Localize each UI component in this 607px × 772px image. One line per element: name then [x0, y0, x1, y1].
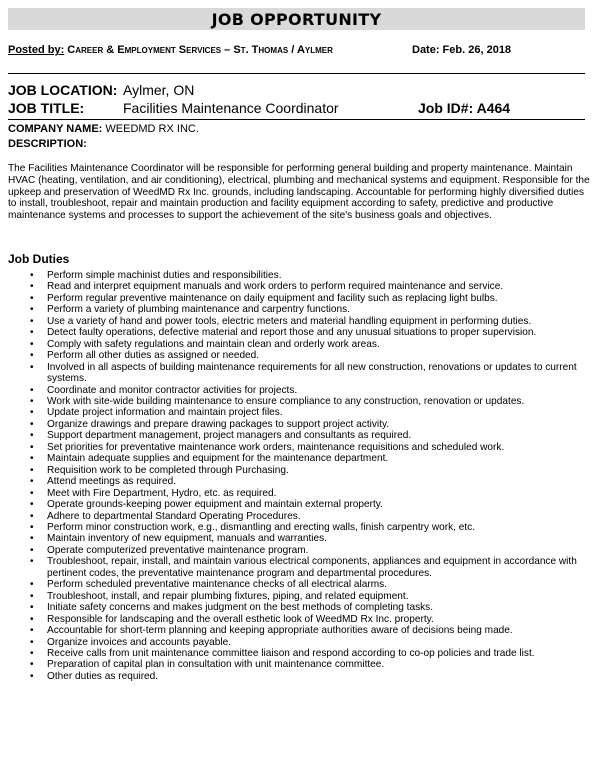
job-title-label: JOB TITLE:: [8, 100, 85, 116]
list-item: • Responsible for landscaping and the overall esthetic look of WeedMD Rx Inc. property.: [47, 614, 592, 625]
list-item: • Maintain inventory of new equipment, manuals and warranties.: [47, 533, 592, 544]
list-item: • Adhere to departmental Standard Operating Procedures.: [47, 511, 592, 522]
list-item: • Perform regular preventive maintenance on daily equipment and facility such as replacing light bulbs.: [47, 293, 592, 304]
list-item: • Perform minor construction work, e.g., dismantling and erecting walls, finish carpentry work, etc.: [47, 522, 592, 533]
list-item: • Receive calls from unit maintenance committee liaison and respond according to co-op policies and trade list.: [47, 648, 592, 659]
job-location-row: [8, 82, 585, 100]
list-item: • Meet with Fire Department, Hydro, etc. as required.: [47, 488, 592, 499]
list-item: • Preparation of capital plan in consultation with unit maintenance committee.: [47, 659, 592, 670]
list-item: • Operate computerized preventative maintenance program.: [47, 545, 592, 556]
list-item: • Organize drawings and prepare drawing packages to support project activity.: [47, 419, 592, 430]
list-item: • Use a variety of hand and power tools, electric meters and material handling equipment in performing duties.: [47, 316, 592, 327]
job-duties-list: [8, 270, 592, 682]
divider: [8, 119, 585, 120]
company-name: WEEDMD RX INC.: [105, 123, 199, 135]
divider: [8, 73, 585, 74]
list-item: • Perform a variety of plumbing maintenance and carpentry functions.: [47, 304, 592, 315]
list-item: • Support department management, project managers and consultants as required.: [47, 430, 592, 441]
job-id: Job ID#: A464: [418, 100, 511, 116]
list-item: • Perform scheduled preventative maintenance checks of all electrical alarms.: [47, 579, 592, 590]
list-item: • Maintain adequate supplies and equipment for the maintenance department.: [47, 453, 592, 464]
list-item: • Coordinate and monitor contractor activities for projects.: [47, 385, 592, 396]
job-posting-document: [8, 8, 590, 682]
job-title-row: [8, 100, 585, 118]
posted-by-label: Posted by:: [8, 44, 65, 56]
list-item: • Update project information and maintain project files.: [47, 407, 592, 418]
list-item: • Initiate safety concerns and makes judgment on the best methods of completing tasks.: [47, 602, 592, 613]
company-label: COMPANY NAME:: [8, 123, 103, 135]
job-location-value: Aylmer, ON: [123, 82, 195, 98]
list-item: • Work with site-wide building maintenance to ensure compliance to any construction, renovation or updates.: [47, 396, 592, 407]
job-title-value: Facilities Maintenance Coordinator: [123, 100, 339, 116]
page-title: JOB OPPORTUNITY: [8, 8, 585, 30]
list-item: • Involved in all aspects of building maintenance requirements for all new construction, renovations or updates to current systems.: [47, 362, 592, 385]
posting-date: Date: Feb. 26, 2018: [412, 44, 512, 56]
list-item: • Attend meetings as required.: [47, 476, 592, 487]
list-item: • Set priorities for preventative maintenance work orders, maintenance requisitions and scheduled work.: [47, 442, 592, 453]
list-item: • Perform simple machinist duties and responsibilities.: [47, 270, 592, 281]
list-item: • Operate grounds-keeping power equipment and maintain external property.: [47, 499, 592, 510]
list-item: • Troubleshoot, install, and repair plumbing fixtures, piping, and related equipment.: [47, 591, 592, 602]
list-item: • Organize invoices and accounts payable.: [47, 637, 592, 648]
list-item: • Comply with safety regulations and maintain clean and orderly work areas.: [47, 339, 592, 350]
list-item: • Requisition work to be completed through Purchasing.: [47, 465, 592, 476]
list-item: • Read and interpret equipment manuals and work orders to perform required maintenance and service.: [47, 281, 592, 292]
list-item: • Perform all other duties as assigned or needed.: [47, 350, 592, 361]
posted-by-line: [8, 44, 585, 58]
job-duties-heading: Job Duties: [8, 252, 70, 266]
list-item: • Troubleshoot, repair, install, and maintain various electrical components, appliances and equipment in accordance with pertinent codes, the preventative maintenance program and departmental procedures.: [47, 556, 592, 579]
company-row: [8, 123, 199, 135]
description-text: The Facilities Maintenance Coordinator will be responsible for performing general building and property maintenance. Maintain HVAC (heating, ventilation, and air conditioning), electrical, plumbing and mechanical systems and equipment. Responsible for the upkeep and preservation of WeedMD Rx Inc. grounds, including landscaping. Accountable for performing highly diversified duties to install, troubleshoot, repair and maintain production and facility equipment according to safety, predictive and productive maintenance systems and processes to support the achievement of the site's business goals and objectives.: [8, 163, 590, 222]
posted-by-organization: Career & Employment Services – St. Thomas / Aylmer: [67, 44, 333, 56]
description-label: DESCRIPTION:: [8, 138, 87, 150]
list-item: • Other duties as required.: [47, 671, 592, 682]
job-location-label: JOB LOCATION:: [8, 82, 118, 98]
list-item: • Accountable for short-term planning and keeping appropriate authorities aware of decisions being made.: [47, 625, 592, 636]
list-item: • Detect faulty operations, defective material and report those and any unusual situations to proper supervision.: [47, 327, 592, 338]
